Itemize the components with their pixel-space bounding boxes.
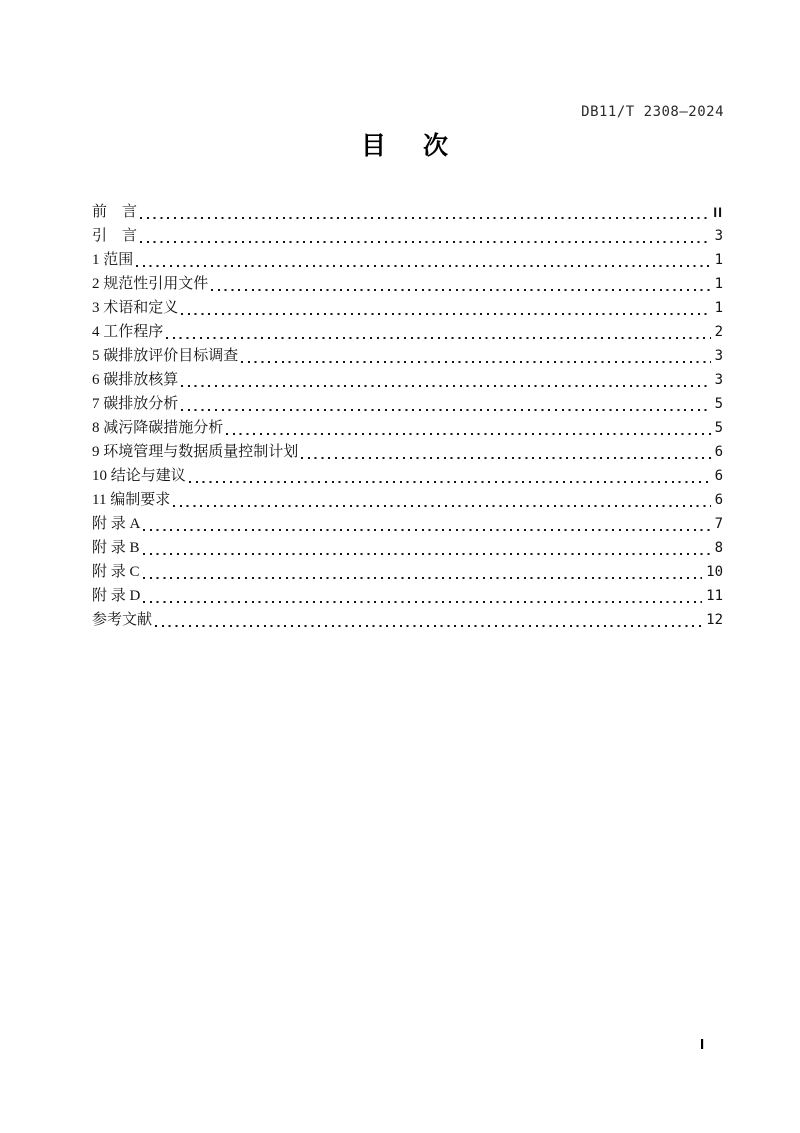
toc-entry-page: 3 [714, 348, 723, 364]
toc-entry [92, 272, 723, 296]
toc-entry-page: 8 [714, 540, 723, 556]
toc-entry-label: 附 录 C [92, 564, 140, 580]
toc-leader-dots [143, 577, 703, 579]
toc-entry [92, 560, 723, 584]
toc-leader-dots [140, 217, 709, 219]
toc-entry-label: 1 范围 [92, 252, 134, 268]
toc-leader-dots [166, 337, 710, 339]
toc-entry-page: 6 [714, 444, 723, 460]
toc-entry-label: 引 言 [92, 228, 138, 244]
toc-entry [92, 608, 723, 632]
toc-entry-label: 2 规范性引用文件 [92, 276, 209, 292]
toc-entry-label: 7 碳排放分析 [92, 396, 179, 412]
toc-entry-page: 1 [714, 300, 723, 316]
toc-entry-label: 9 环境管理与数据质量控制计划 [92, 444, 299, 460]
toc-entry [92, 296, 723, 320]
toc-entry [92, 416, 723, 440]
toc-entry [92, 464, 723, 488]
toc-leader-dots [181, 385, 710, 387]
toc-entry-label: 5 碳排放评价目标调查 [92, 348, 239, 364]
toc-entry-page: II [713, 204, 723, 220]
toc-entry-page: 3 [714, 228, 723, 244]
toc-leader-dots [136, 265, 710, 267]
standard-code-header: DB11/T 2308—2024 [581, 104, 724, 120]
toc-entry [92, 224, 723, 248]
footer-page-number: I [700, 1036, 705, 1053]
toc-entry [92, 584, 723, 608]
toc-entry [92, 392, 723, 416]
toc-leader-dots [140, 241, 711, 243]
toc-entry-page: 6 [714, 468, 723, 484]
toc-entry-page: 7 [714, 516, 723, 532]
toc-entry-page: 10 [706, 564, 723, 580]
toc-entry-page: 5 [714, 396, 723, 412]
toc-entry [92, 440, 723, 464]
toc-entry-label: 附 录 D [92, 588, 141, 604]
toc-entry-label: 参考文献 [92, 612, 153, 628]
toc-entry [92, 488, 723, 512]
toc-leader-dots [226, 433, 710, 435]
toc-entry [92, 248, 723, 272]
toc-entry-label: 8 减污降碳措施分析 [92, 420, 224, 436]
toc-entry-page: 11 [706, 588, 723, 604]
toc-entry [92, 344, 723, 368]
toc-entry [92, 536, 723, 560]
toc-leader-dots [173, 505, 710, 507]
toc-leader-dots [189, 481, 711, 483]
toc-leader-dots [143, 553, 711, 555]
toc-entry [92, 512, 723, 536]
toc-leader-dots [143, 601, 702, 603]
toc-entry-page: 5 [714, 420, 723, 436]
toc-leader-dots [155, 625, 702, 627]
toc-entry [92, 320, 723, 344]
toc-entry-label: 3 术语和定义 [92, 300, 179, 316]
toc-entry-page: 12 [706, 612, 723, 628]
toc-entry [92, 368, 723, 392]
page-title: 目 次 [360, 132, 454, 160]
toc-leader-dots [181, 409, 710, 411]
toc-leader-dots [181, 313, 710, 315]
toc-leader-dots [211, 289, 710, 291]
toc-entry-label: 附 录 A [92, 516, 141, 532]
toc-leader-dots [143, 529, 710, 531]
toc-entry-page: 6 [714, 492, 723, 508]
toc-entry-page: 3 [714, 372, 723, 388]
toc-entry [92, 200, 723, 224]
toc-entry-page: 1 [714, 252, 723, 268]
toc-list [92, 200, 723, 632]
toc-entry-label: 前 言 [92, 204, 138, 220]
toc-entry-page: 2 [714, 324, 723, 340]
toc-leader-dots [301, 457, 710, 459]
toc-entry-page: 1 [714, 276, 723, 292]
toc-entry-label: 附 录 B [92, 540, 140, 556]
toc-entry-label: 11 编制要求 [92, 492, 171, 508]
toc-leader-dots [241, 361, 710, 363]
toc-entry-label: 4 工作程序 [92, 324, 164, 340]
toc-entry-label: 10 结论与建议 [92, 468, 186, 484]
toc-entry-label: 6 碳排放核算 [92, 372, 179, 388]
